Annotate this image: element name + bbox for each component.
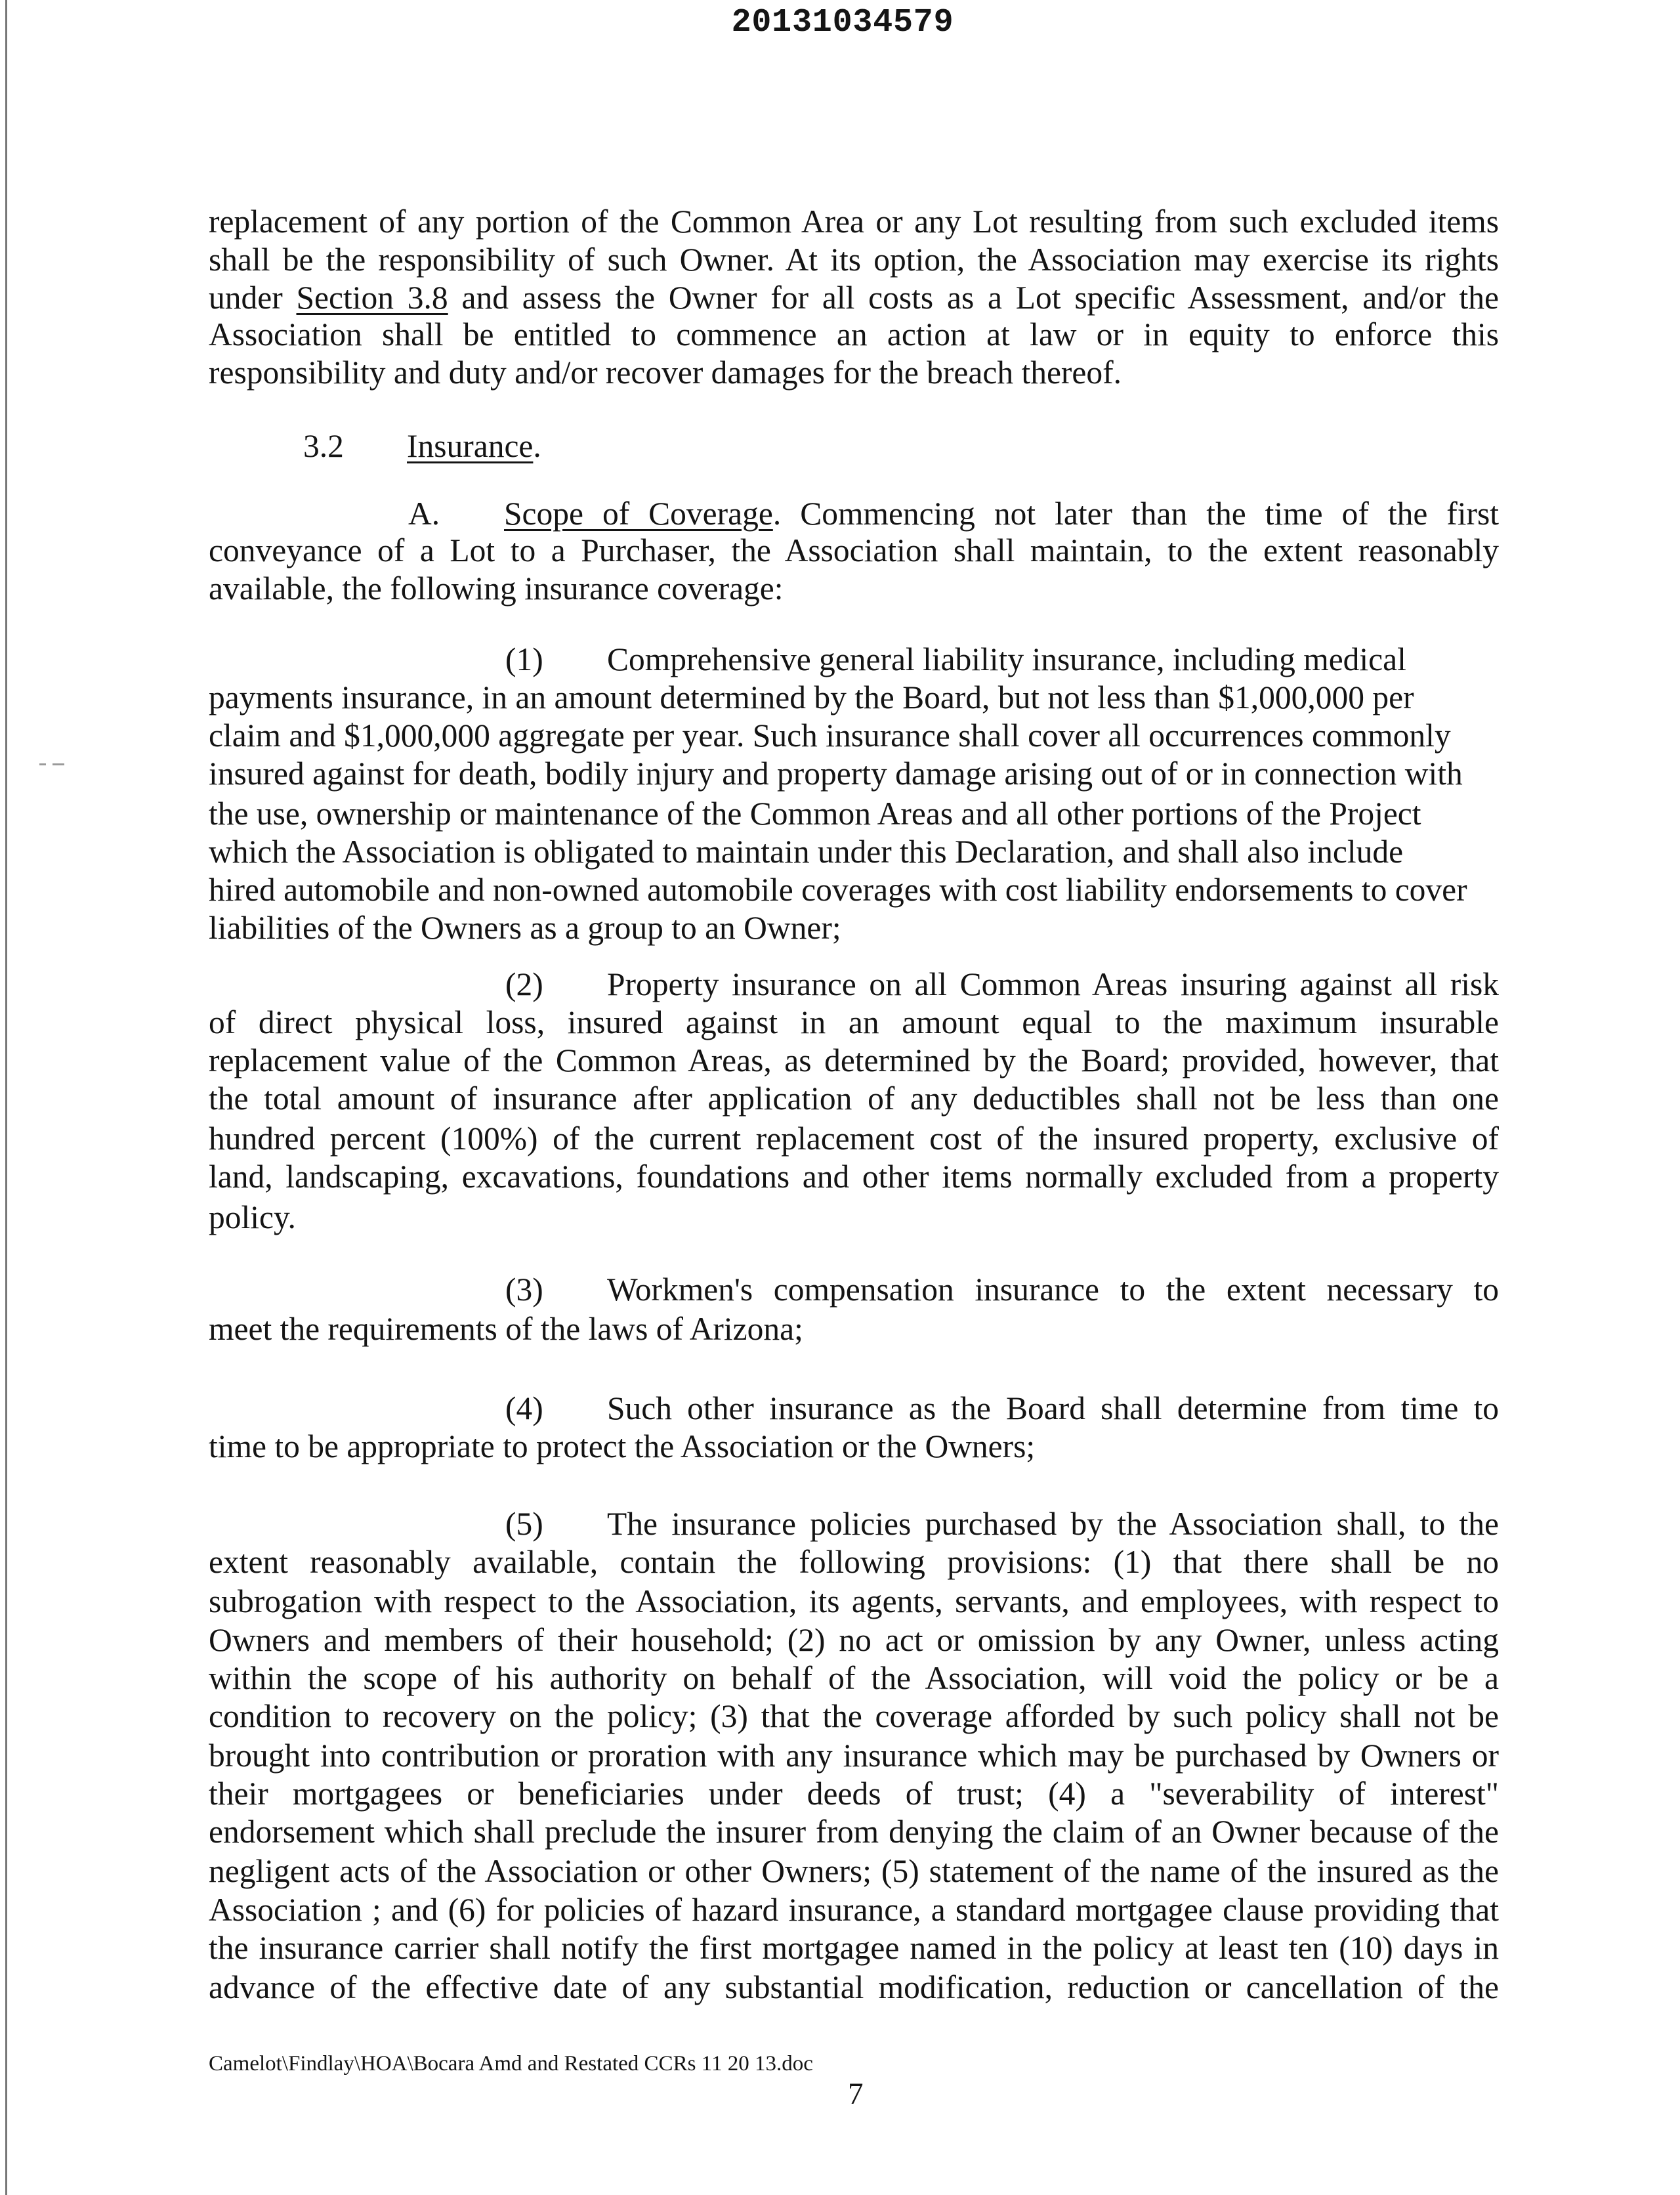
list-item-label: (5) bbox=[505, 1506, 543, 1542]
list-item-line: meet the requirements of the laws of Arizona; bbox=[209, 1311, 803, 1347]
list-item-line: Association ; and (6) for policies of hazard insurance, a standard mortgagee clause providing that bbox=[209, 1892, 1499, 1928]
paragraph-line: replacement of any portion of the Common Area or any Lot resulting from such excluded items bbox=[209, 203, 1499, 240]
line-text: Commencing not later than the time of the first bbox=[800, 496, 1499, 532]
list-item-line: hundred percent (100%) of the current replacement cost of the insured property, exclusive of bbox=[209, 1120, 1499, 1157]
list-item-line: the insurance carrier shall notify the first mortgagee named in the policy at least ten (10) days in bbox=[209, 1930, 1499, 1966]
list-item-line: within the scope of his authority on behalf of the Association, will void the policy or be a bbox=[209, 1660, 1499, 1696]
list-item-line: which the Association is obligated to maintain under this Declaration, and shall also include bbox=[209, 834, 1404, 870]
list-item-label: (4) bbox=[505, 1390, 543, 1426]
list-item-line: The insurance policies purchased by the Association shall, to the bbox=[607, 1506, 1499, 1542]
section-title bbox=[407, 427, 541, 465]
list-item-line: policy. bbox=[209, 1199, 296, 1235]
list-item-line: negligent acts of the Association or other Owners; (5) statement of the name of the insured as the bbox=[209, 1853, 1499, 1889]
line-text: and assess the Owner for all costs as a Lot specific Assessment, and/or the bbox=[448, 280, 1499, 316]
list-item-label: (3) bbox=[505, 1271, 543, 1308]
list-item-line: the use, ownership or maintenance of the Common Areas and all other portions of the Project bbox=[209, 796, 1421, 832]
scan-edge-line bbox=[5, 0, 7, 2195]
page-number: 7 bbox=[848, 2077, 864, 2111]
paragraph-line: available, the following insurance coverage: bbox=[209, 570, 784, 607]
list-item-line: insured against for death, bodily injury and property damage arising out of or in connection with bbox=[209, 756, 1463, 792]
subsection-title: Scope of Coverage bbox=[504, 496, 773, 532]
section-title-text: Insurance bbox=[407, 428, 534, 464]
list-item-line: of direct physical loss, insured against in an amount equal to the maximum insurable bbox=[209, 1004, 1499, 1040]
paragraph-line: responsibility and duty and/or recover damages for the breach thereof. bbox=[209, 354, 1122, 391]
paragraph-line: shall be the responsibility of such Owner. At its option, the Association may exercise its rights bbox=[209, 242, 1499, 278]
list-item-line: liabilities of the Owners as a group to an Owner; bbox=[209, 910, 841, 946]
section-number: 3.2 bbox=[303, 428, 344, 464]
paragraph-line: conveyance of a Lot to a Purchaser, the Association shall maintain, to the extent reasonably bbox=[209, 532, 1499, 568]
subsection-title-punctuation: . bbox=[772, 496, 782, 532]
list-item-line: subrogation with respect to the Association, its agents, servants, and employees, with respect to bbox=[209, 1583, 1499, 1619]
list-item-line: payments insurance, in an amount determined by the Board, but not less than $1,000,000 per bbox=[209, 679, 1414, 715]
scan-artifact bbox=[39, 763, 46, 765]
list-item-line: replacement value of the Common Areas, as determined by the Board; provided, however, that bbox=[209, 1042, 1499, 1078]
list-item-line: Comprehensive general liability insurance, including medical bbox=[607, 641, 1406, 677]
list-item-line: Such other insurance as the Board shall determine from time to bbox=[607, 1390, 1499, 1426]
list-item-label: (1) bbox=[505, 641, 543, 677]
scan-artifact bbox=[52, 763, 64, 765]
section-title-punctuation: . bbox=[533, 428, 541, 464]
line-text: under bbox=[209, 280, 297, 316]
subsection-first-line bbox=[504, 495, 1499, 533]
paragraph-line: Association shall be entitled to commence an action at law or in equity to enforce this bbox=[209, 316, 1499, 352]
list-item-line: claim and $1,000,000 aggregate per year. Such insurance shall cover all occurrences commonly bbox=[209, 717, 1451, 754]
list-item-label: (2) bbox=[505, 966, 543, 1002]
footer-file-path: Camelot\Findlay\HOA\Bocara Amd and Restated CCRs 11 20 13.doc bbox=[209, 2052, 813, 2076]
section-reference: Section 3.8 bbox=[296, 280, 448, 316]
paragraph-line bbox=[209, 279, 1499, 317]
list-item-line: their mortgagees or beneficiaries under deeds of trust; (4) a "severability of interest" bbox=[209, 1776, 1499, 1812]
subsection-label: A. bbox=[408, 496, 440, 532]
list-item-line: hired automobile and non-owned automobile coverages with cost liability endorsements to cover bbox=[209, 872, 1467, 908]
list-item-line: brought into contribution or proration with any insurance which may be purchased by Owners or bbox=[209, 1737, 1499, 1774]
list-item-line: land, landscaping, excavations, foundations and other items normally excluded from a property bbox=[209, 1159, 1499, 1195]
list-item-line: extent reasonably available, contain the following provisions: (1) that there shall be no bbox=[209, 1544, 1499, 1580]
list-item-line: Owners and members of their household; (2) no act or omission by any Owner, unless acting bbox=[209, 1622, 1499, 1658]
list-item-line: the total amount of insurance after application of any deductibles shall not be less than one bbox=[209, 1080, 1499, 1117]
list-item-line: Property insurance on all Common Areas insuring against all risk bbox=[607, 966, 1499, 1002]
list-item-line: Workmen's compensation insurance to the extent necessary to bbox=[607, 1271, 1499, 1308]
list-item-line: time to be appropriate to protect the Association or the Owners; bbox=[209, 1428, 1036, 1464]
list-item-line: endorsement which shall preclude the insurer from denying the claim of an Owner because of the bbox=[209, 1814, 1499, 1850]
document-number: 20131034579 bbox=[731, 4, 954, 41]
list-item-line: advance of the effective date of any substantial modification, reduction or cancellation of the bbox=[209, 1969, 1499, 2005]
list-item-line: condition to recovery on the policy; (3) that the coverage afforded by such policy shall not be bbox=[209, 1698, 1499, 1734]
